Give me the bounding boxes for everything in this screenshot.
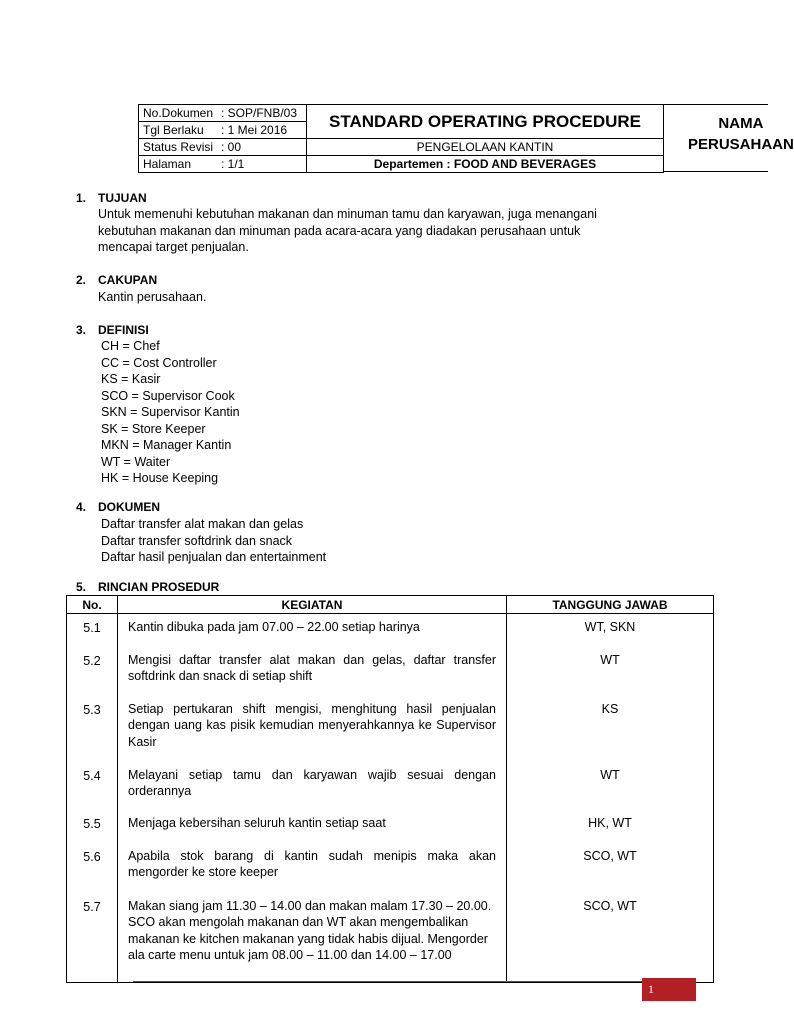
step-number: 5.3 xyxy=(67,696,118,762)
section-title: DEFINISI xyxy=(98,323,149,337)
definition-item: SKN = Supervisor Kantin xyxy=(101,405,240,419)
body-line: kebutuhan makanan dan minuman pada acara-acara yang diadakan perusahaan untuk xyxy=(98,223,581,238)
section-tujuan-heading xyxy=(76,191,147,205)
step-activity: Mengisi daftar transfer alat makan dan gelas, daftar transfer softdrink dan snack di setiap shift xyxy=(118,647,507,696)
section-title: TUJUAN xyxy=(98,191,147,205)
revision-status-cell xyxy=(139,139,307,156)
step-responsible: WT, SKN xyxy=(507,614,714,647)
step-activity: Menjaga kebersihan seluruh kantin setiap saat xyxy=(118,810,507,843)
revision-status-label: Status Revisi xyxy=(143,140,214,154)
column-header-no: No. xyxy=(67,596,118,614)
step-activity: Kantin dibuka pada jam 07.00 – 22.00 setiap harinya xyxy=(118,614,507,647)
section-number: 3. xyxy=(76,323,87,337)
doc-number-label: No.Dokumen xyxy=(143,106,214,120)
step-activity: Makan siang jam 11.30 – 14.00 dan makan malam 17.30 – 20.00. SCO akan mengolah makanan dan WT akan mengembalikan makanan ke kitchen makanan yang tidak habis dijual. Mengorder ala carte menu untuk jam 08.00 – 11.00 dan 14.00 – 17.00 xyxy=(118,893,507,983)
step-responsible: WT xyxy=(507,762,714,810)
step-number: 5.4 xyxy=(67,762,118,810)
company-name-line2: PERUSAHAAN xyxy=(688,136,794,153)
step-responsible: SCO, WT xyxy=(507,893,714,983)
step-responsible: HK, WT xyxy=(507,810,714,843)
table-row xyxy=(67,696,714,762)
step-number: 5.6 xyxy=(67,843,118,893)
table-row xyxy=(67,843,714,893)
definition-item: HK = House Keeping xyxy=(101,471,219,485)
section-rincian-heading xyxy=(76,580,219,594)
section-tujuan-body xyxy=(98,206,597,256)
page-info-cell xyxy=(139,156,307,173)
sop-title: STANDARD OPERATING PROCEDURE xyxy=(307,105,664,139)
table-row xyxy=(67,893,714,983)
document-list xyxy=(101,516,326,566)
step-activity: Melayani setiap tamu dan karyawan wajib sesuai dengan orderannya xyxy=(118,762,507,810)
effective-date-cell xyxy=(139,122,307,139)
company-name xyxy=(688,113,794,155)
table-row xyxy=(67,762,714,810)
definition-list xyxy=(101,338,240,487)
company-name-box xyxy=(663,104,794,172)
effective-date-value: : 1 Mei 2016 xyxy=(221,123,288,137)
step-activity: Apabila stok barang di kantin sudah menipis maka akan mengorder ke store keeper xyxy=(118,843,507,893)
department-label: Departemen : FOOD AND BEVERAGES xyxy=(307,156,664,173)
step-responsible: KS xyxy=(507,696,714,762)
document-item: Daftar hasil penjualan dan entertainment xyxy=(101,550,327,564)
table-row xyxy=(67,614,714,647)
column-header-tanggung-jawab: TANGGUNG JAWAB xyxy=(507,596,714,614)
revision-status-value: : 00 xyxy=(221,140,242,154)
table-row xyxy=(67,810,714,843)
body-line: Kantin perusahaan. xyxy=(98,290,207,304)
section-definisi-heading xyxy=(76,323,149,337)
document-item: Daftar transfer softdrink dan snack xyxy=(101,533,293,548)
definition-item: CH = Chef xyxy=(101,339,160,353)
section-title: DOKUMEN xyxy=(98,500,160,514)
company-name-line1: NAMA xyxy=(718,115,764,132)
definition-item: KS = Kasir xyxy=(101,372,161,386)
step-responsible: WT xyxy=(507,647,714,696)
definition-item: SK = Store Keeper xyxy=(101,421,206,436)
table-row xyxy=(67,647,714,696)
step-responsible: SCO, WT xyxy=(507,843,714,893)
page-info-value: : 1/1 xyxy=(221,157,245,171)
sop-subtitle: PENGELOLAAN KANTIN xyxy=(307,139,664,156)
step-activity: Setiap pertukaran shift mengisi, menghitung hasil penjualan dengan uang kas pisik kemudian menyerahkannya ke Supervisor Kasir xyxy=(118,696,507,762)
section-cakupan-heading xyxy=(76,273,157,287)
definition-item: CC = Cost Controller xyxy=(101,355,217,370)
step-number: 5.5 xyxy=(67,810,118,843)
page-info-label: Halaman xyxy=(143,157,192,171)
effective-date-label: Tgl Berlaku xyxy=(143,123,204,137)
footer-divider xyxy=(133,981,696,982)
section-cakupan-body xyxy=(98,289,206,306)
section-number: 2. xyxy=(76,273,87,287)
column-header-kegiatan: KEGIATAN xyxy=(118,596,507,614)
body-line: Untuk memenuhi kebutuhan makanan dan minuman tamu dan karyawan, juga menangani xyxy=(98,207,597,221)
step-number: 5.2 xyxy=(67,647,118,696)
page-number-badge: 1 xyxy=(642,978,696,1001)
doc-number-value: : SOP/FNB/03 xyxy=(221,106,298,120)
procedure-header-row xyxy=(67,596,714,614)
doc-number-cell xyxy=(139,105,307,122)
document-header-table xyxy=(138,104,664,173)
section-number: 5. xyxy=(76,580,87,594)
section-title: CAKUPAN xyxy=(98,273,158,287)
procedure-table xyxy=(66,595,714,983)
section-number: 4. xyxy=(76,500,87,514)
definition-item: MKN = Manager Kantin xyxy=(101,438,232,452)
section-dokumen-heading xyxy=(76,500,160,514)
document-item: Daftar transfer alat makan dan gelas xyxy=(101,517,304,531)
body-line: mencapai target penjualan. xyxy=(98,240,249,254)
section-number: 1. xyxy=(76,191,87,205)
step-number: 5.1 xyxy=(67,614,118,647)
section-title: RINCIAN PROSEDUR xyxy=(98,580,220,594)
definition-item: SCO = Supervisor Cook xyxy=(101,388,235,403)
step-number: 5.7 xyxy=(67,893,118,983)
definition-item: WT = Waiter xyxy=(101,454,171,469)
